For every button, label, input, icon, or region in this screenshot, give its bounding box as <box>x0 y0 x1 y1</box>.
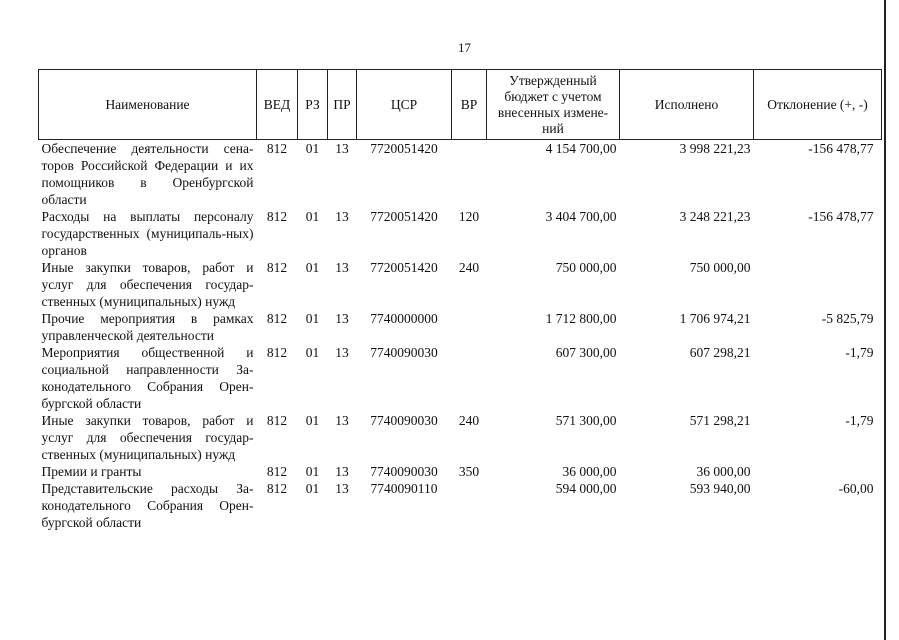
table-row <box>39 310 882 344</box>
row-ved: 812 <box>266 141 288 156</box>
row-pr: 13 <box>335 464 349 479</box>
row-executed: 750 000,00 <box>689 260 751 275</box>
table-row <box>39 412 882 463</box>
table-row <box>39 480 882 531</box>
table-row <box>39 344 882 412</box>
row-ved: 812 <box>266 345 288 360</box>
row-vr <box>452 310 487 344</box>
row-approved: 4 154 700,00 <box>545 141 617 156</box>
row-csr: 7740090030 <box>370 413 438 428</box>
row-rz: 01 <box>305 311 320 326</box>
row-name: Иные закупки товаров, работ и услуг для обеспечения государ-ственных (муниципальных) нужд <box>41 413 254 462</box>
row-rz: 01 <box>305 481 320 496</box>
header-deviation: Отклонение (+, -) <box>754 70 882 140</box>
row-rz: 01 <box>305 345 320 360</box>
row-csr: 7720051420 <box>370 141 438 156</box>
header-name: Наименование <box>39 70 257 140</box>
row-name: Иные закупки товаров, работ и услуг для обеспечения государ-ственных (муниципальных) нужд <box>41 260 254 309</box>
row-name: Прочие мероприятия в рамках управленческой деятельности <box>41 311 254 343</box>
row-approved: 1 712 800,00 <box>545 311 617 326</box>
header-executed: Исполнено <box>620 70 754 140</box>
row-pr: 13 <box>335 481 349 496</box>
row-pr: 13 <box>335 311 349 326</box>
row-rz: 01 <box>305 141 320 156</box>
row-pr: 13 <box>335 141 349 156</box>
row-deviation: -5 825,79 <box>821 311 874 326</box>
row-name: Мероприятия общественной и социальной направленности За-конодательного Собрания Орен-бургской области <box>41 345 254 411</box>
header-approved: Утвержденный бюджет с учетом внесенных измене-ний <box>487 70 620 140</box>
row-ved: 812 <box>266 481 288 496</box>
row-approved: 571 300,00 <box>555 413 617 428</box>
table-row <box>39 208 882 259</box>
row-executed: 3 248 221,23 <box>679 209 751 224</box>
row-pr: 13 <box>335 209 349 224</box>
row-executed: 1 706 974,21 <box>679 311 751 326</box>
header-ved: ВЕД <box>257 70 298 140</box>
row-csr: 7720051420 <box>370 260 438 275</box>
row-executed: 3 998 221,23 <box>679 141 751 156</box>
row-vr: 120 <box>458 209 480 224</box>
row-executed: 571 298,21 <box>689 413 751 428</box>
row-pr: 13 <box>335 260 349 275</box>
scan-edge-line <box>884 0 886 640</box>
row-approved: 3 404 700,00 <box>545 209 617 224</box>
row-rz: 01 <box>305 413 320 428</box>
page-number: 17 <box>458 40 471 55</box>
row-ved: 812 <box>266 260 288 275</box>
row-approved: 594 000,00 <box>555 481 617 496</box>
row-name: Премии и гранты <box>41 464 142 479</box>
table-body <box>39 140 882 532</box>
row-rz: 01 <box>305 260 320 275</box>
row-deviation: -1,79 <box>845 345 874 360</box>
row-executed: 36 000,00 <box>696 464 751 479</box>
row-name: Представительские расходы За-конодательного Собрания Орен-бургской области <box>41 481 254 530</box>
table-row <box>39 463 882 480</box>
row-vr: 240 <box>458 413 480 428</box>
header-pr: ПР <box>328 70 357 140</box>
row-deviation <box>754 259 882 310</box>
row-approved: 607 300,00 <box>555 345 617 360</box>
row-deviation: -156 478,77 <box>808 209 874 224</box>
row-rz: 01 <box>305 464 320 479</box>
table-header-row <box>39 70 882 140</box>
header-rz: РЗ <box>298 70 328 140</box>
row-csr: 7720051420 <box>370 209 438 224</box>
row-name: Обеспечение деятельности сена-торов Российской Федерации и их помощников в Оренбургской области <box>41 141 254 207</box>
row-pr: 13 <box>335 413 349 428</box>
row-name: Расходы на выплаты персоналу государственных (муниципаль-ных) органов <box>41 209 254 258</box>
header-vr: ВР <box>452 70 487 140</box>
row-approved: 36 000,00 <box>562 464 617 479</box>
row-csr: 7740090030 <box>370 464 438 479</box>
row-ved: 812 <box>266 413 288 428</box>
row-ved: 812 <box>266 209 288 224</box>
row-rz: 01 <box>305 209 320 224</box>
budget-table <box>38 69 882 531</box>
header-csr: ЦСР <box>357 70 452 140</box>
row-vr <box>452 344 487 412</box>
row-csr: 7740000000 <box>370 311 438 326</box>
row-vr <box>452 140 487 209</box>
row-deviation: -156 478,77 <box>808 141 874 156</box>
row-executed: 607 298,21 <box>689 345 751 360</box>
table-row <box>39 259 882 310</box>
row-ved: 812 <box>266 464 288 479</box>
table-row <box>39 140 882 209</box>
row-deviation <box>754 463 882 480</box>
row-executed: 593 940,00 <box>689 481 751 496</box>
row-deviation: -1,79 <box>845 413 874 428</box>
row-csr: 7740090110 <box>370 481 438 496</box>
row-vr <box>452 480 487 531</box>
row-pr: 13 <box>335 345 349 360</box>
row-vr: 350 <box>458 464 480 479</box>
row-csr: 7740090030 <box>370 345 438 360</box>
row-ved: 812 <box>266 311 288 326</box>
row-vr: 240 <box>458 260 480 275</box>
row-approved: 750 000,00 <box>555 260 617 275</box>
row-deviation: -60,00 <box>838 481 874 496</box>
